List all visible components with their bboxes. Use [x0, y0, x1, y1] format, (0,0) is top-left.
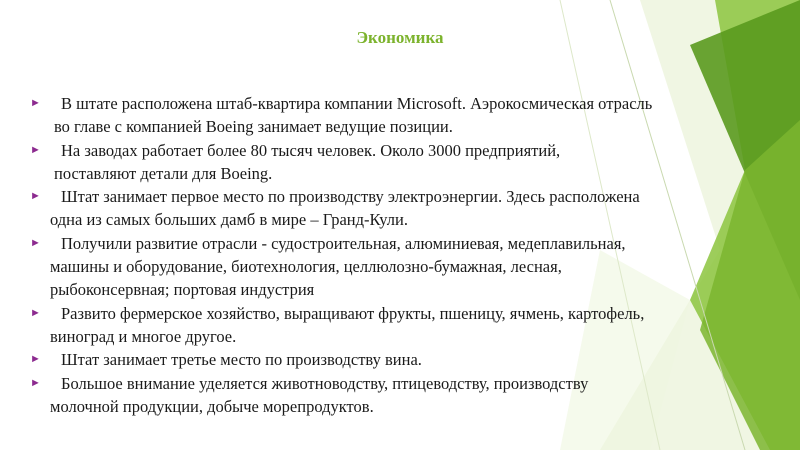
bullet-arrow-icon: ►	[30, 143, 41, 156]
bullet-text: На заводах работает более 80 тысяч человек. Около 3000 предприятий,	[61, 140, 561, 160]
bullet-item	[30, 232, 790, 255]
bullet-arrow-icon: ►	[30, 236, 41, 249]
bullet-arrow-icon: ►	[30, 376, 41, 389]
bullet-item	[30, 185, 790, 208]
bullet-text: Развито фермерское хозяйство, выращивают фрукты, пшеницу, ячмень, картофель,	[61, 303, 645, 323]
bullet-continuation: виноград и многое другое.	[50, 326, 237, 346]
bullet-continuation: во главе с компанией Boeing занимает ведущие позиции.	[54, 117, 453, 137]
bullet-list	[30, 92, 790, 418]
bullet-arrow-icon: ►	[30, 353, 41, 366]
bullet-continuation: машины и оборудование, биотехнология, целлюлозно-бумажная, лесная,	[50, 257, 562, 277]
bullet-item	[30, 372, 790, 395]
bullet-item	[30, 92, 790, 115]
bullet-arrow-icon: ►	[30, 306, 41, 319]
bullet-item	[30, 348, 790, 371]
bullet-continuation: рыбоконсервная; портовая индустрия	[50, 280, 315, 300]
bullet-text: Штат занимает третье место по производству вина.	[61, 350, 422, 370]
bullet-arrow-icon: ►	[30, 97, 41, 109]
bullet-text: В штате расположена штаб-квартира компании Microsoft. Аэрокосмическая отрасль	[61, 94, 653, 113]
bullet-item	[30, 302, 790, 325]
bullet-continuation: одна из самых больших дамб в мире – Гранд-Кули.	[50, 210, 408, 230]
bullet-continuation: молочной продукции, добыче морепродуктов.	[50, 396, 374, 416]
bullet-text: Получили развитие отрасли - судостроительная, алюминиевая, медеплавильная,	[61, 233, 626, 253]
slide-title: Экономика	[356, 28, 444, 47]
bullet-text: Большое внимание уделяется животноводству, птицеводству, производству	[61, 373, 589, 393]
bullet-item	[30, 139, 790, 162]
bullet-text: Штат занимает первое место по производству электроэнергии. Здесь расположена	[61, 187, 640, 207]
bullet-continuation: поставляют детали для Boeing.	[54, 163, 273, 183]
bullet-arrow-icon: ►	[30, 190, 41, 203]
